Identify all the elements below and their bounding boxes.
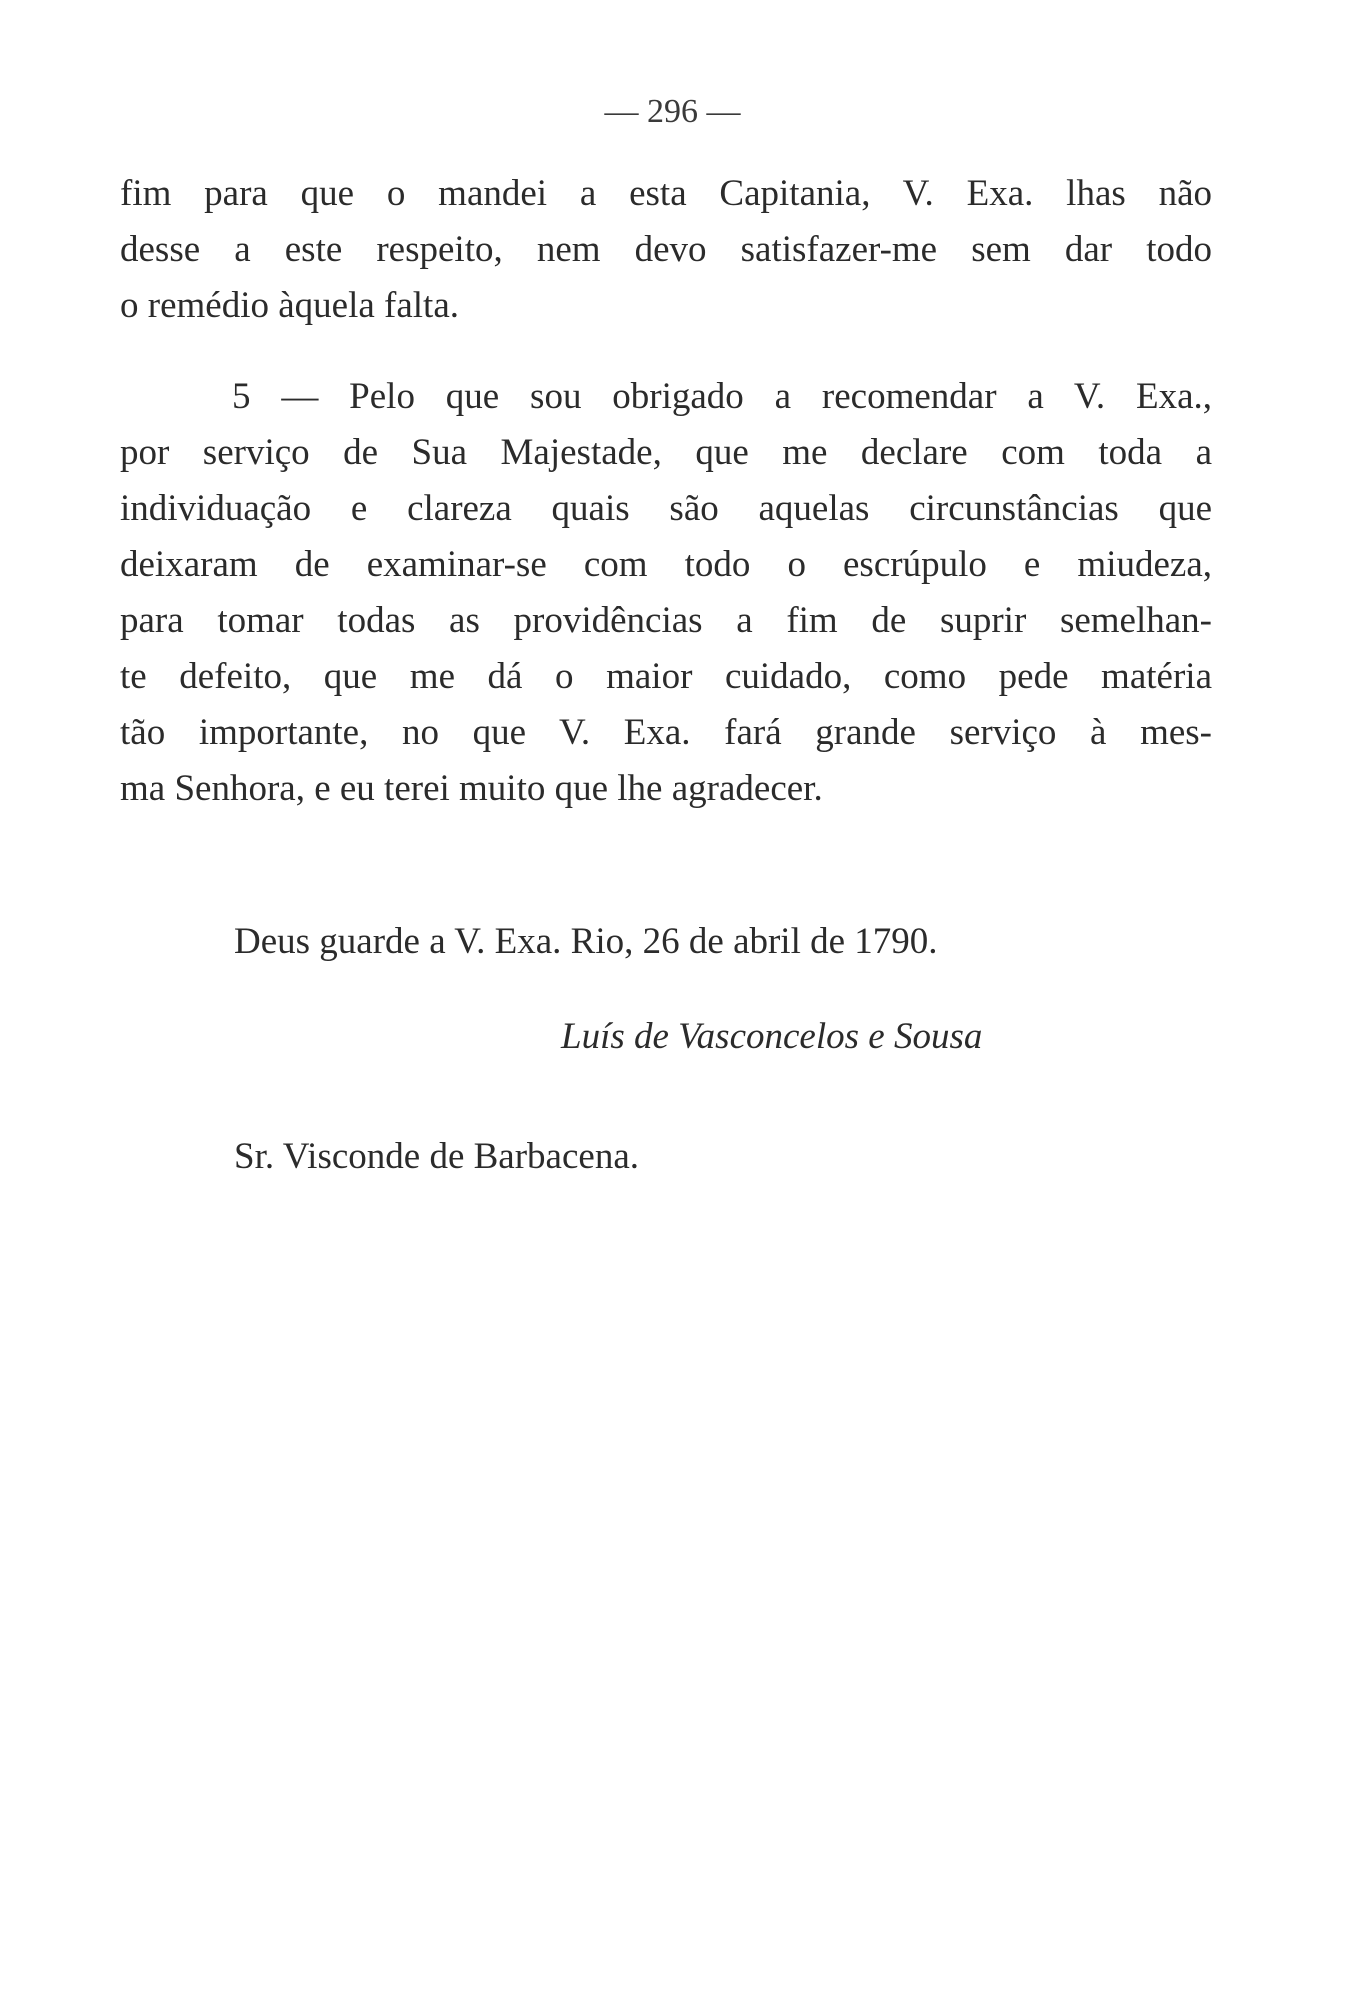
closing-salutation: Deus guarde a V. Exa. Rio, 26 de abril de 1790. (234, 921, 938, 962)
signature: Luís de Vasconcelos e Sousa (561, 1016, 983, 1057)
addressee: Sr. Visconde de Barbacena. (234, 1136, 639, 1177)
paragraph2-line-5: para tomar todas as providências a fim de suprir semelhan- (120, 600, 1212, 641)
paragraph2-line-7: tão importante, no que V. Exa. fará grande serviço à mes- (120, 712, 1212, 753)
paragraph2-line-2: por serviço de Sua Majestade, que me declare com toda a (120, 432, 1212, 473)
paragraph2-line-1: 5 — Pelo que sou obrigado a recomendar a V. Exa., (232, 376, 1212, 417)
paragraph2-line-8: ma Senhora, e eu terei muito que lhe agradecer. (120, 768, 823, 809)
page-number: — 296 — (604, 93, 741, 130)
paragraph2-line-6: te defeito, que me dá o maior cuidado, como pede matéria (120, 656, 1212, 697)
paragraph2-line-3: individuação e clareza quais são aquelas circunstâncias que (120, 488, 1212, 529)
paragraph2-line-4: deixaram de examinar-se com todo o escrúpulo e miudeza, (120, 544, 1212, 585)
paragraph1-line-2: desse a este respeito, nem devo satisfazer-me sem dar todo (120, 229, 1212, 270)
paragraph1-line-1: fim para que o mandei a esta Capitania, V. Exa. lhas não (120, 173, 1212, 214)
paragraph1-line-3: o remédio àquela falta. (120, 285, 459, 326)
